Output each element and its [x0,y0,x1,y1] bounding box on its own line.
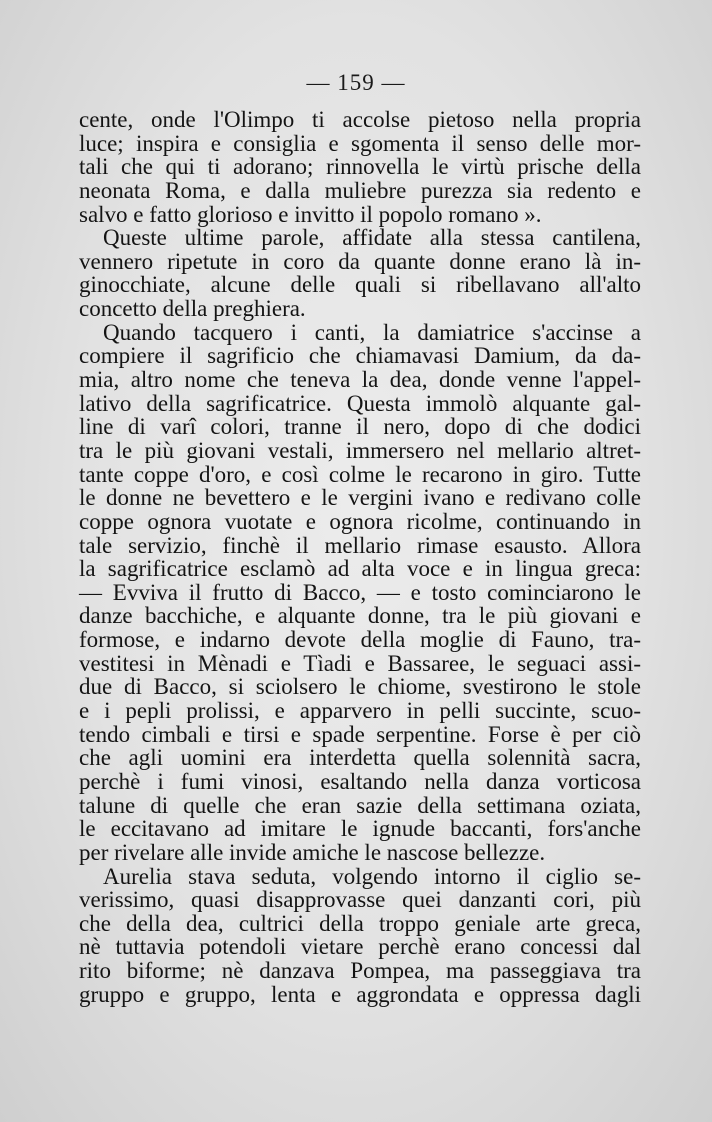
text-line: la sagrificatrice esclamò ad alta voce e in lingua greca: [79,556,641,582]
text-line: vennero ripetute in coro da quante donne erano là in- [79,248,641,274]
text-line: che agli uomini era interdetta quella solennità sacra, [79,745,641,771]
text-line: tendo cimbali e tirsi e spade serpentine. Forse è per ciò [79,721,641,747]
text-line: cente, onde l'Olimpo ti accolse pietoso nella propria [79,107,641,132]
text-line: tali che qui ti adorano; rinnovella le virtù prische della [79,154,641,180]
text-line: le donne ne bevettero e le vergini ivano e redivano colle [79,485,641,511]
text-line: danze bacchiche, e alquante donne, tra le più giovani e [79,603,641,629]
text-line: — Evviva il frutto di Bacco, — e tosto cominciarono le [79,579,641,605]
text-line: line di varî colori, tranne il nero, dopo di che dodici [79,414,641,440]
text-line: Queste ultime parole, affidate alla stessa cantilena, [103,225,641,251]
text-line: due di Bacco, si sciolsero le chiome, svestirono le stole [79,674,641,700]
text-line: concetto della preghiera. [79,296,306,322]
text-line: formose, e indarno devote della moglie di Fauno, tra- [79,627,641,653]
text-line: Aurelia stava seduta, volgendo intorno il ciglio se- [103,863,641,889]
text-line: gruppo e gruppo, lenta e aggrondata e oppressa dagli [79,981,641,1007]
text-line: rito biforme; nè danzava Pompea, ma passeggiava tra [79,958,641,984]
text-line: neonata Roma, e dalla muliebre purezza sia redento e [79,177,641,203]
text-line: e i pepli prolissi, e apparvero in pelli succinte, scuo- [79,698,641,724]
body-text [79,108,641,1006]
text-line: Quando tacquero i canti, la damiatrice s'accinse a [103,319,641,345]
text-line: tale servizio, finchè il mellario rimase esausto. Allora [79,532,641,558]
text-line: vestitesi in Mènadi e Tìadi e Bassaree, le seguaci assi- [79,650,641,676]
text-line: salvo e fatto glorioso e invitto il popolo romano ». [79,201,542,227]
text-line: lativo della sagrificatrice. Questa immolò alquante gal- [79,390,641,416]
text-line: mia, altro nome che teneva la dea, donde venne l'appel- [79,367,641,393]
text-line: verissimo, quasi disapprovasse quei danzanti cori, più [79,887,641,913]
text-line: che della dea, cultrici della troppo geniale arte greca, [79,910,641,936]
page-number: — 159 — [306,70,406,95]
text-line: tra le più giovani vestali, immersero nel mellario altret- [79,437,641,463]
text-line: coppe ognora vuotate e ognora ricolme, continuando in [79,508,641,534]
text-line: talune di quelle che eran sazie della settimana oziata, [79,792,641,818]
text-line: compiere il sagrificio che chiamavasi Damium, da da- [79,343,641,369]
text-line: tante coppe d'oro, e così colme le recarono in giro. Tutte [79,461,641,487]
text-line: ginocchiate, alcune delle quali si ribellavano all'alto [79,272,641,298]
text-line: perchè i fumi vinosi, esaltando nella danza vorticosa [79,768,641,794]
text-line: le eccitavano ad imitare le ignude baccanti, fors'anche [79,816,641,842]
text-line: luce; inspira e consiglia e sgomenta il senso delle mor- [79,130,641,156]
text-line: nè tuttavia potendoli vietare perchè erano concessi dal [79,934,641,960]
text-line: per rivelare alle invide amiche le nascose bellezze. [79,839,546,865]
